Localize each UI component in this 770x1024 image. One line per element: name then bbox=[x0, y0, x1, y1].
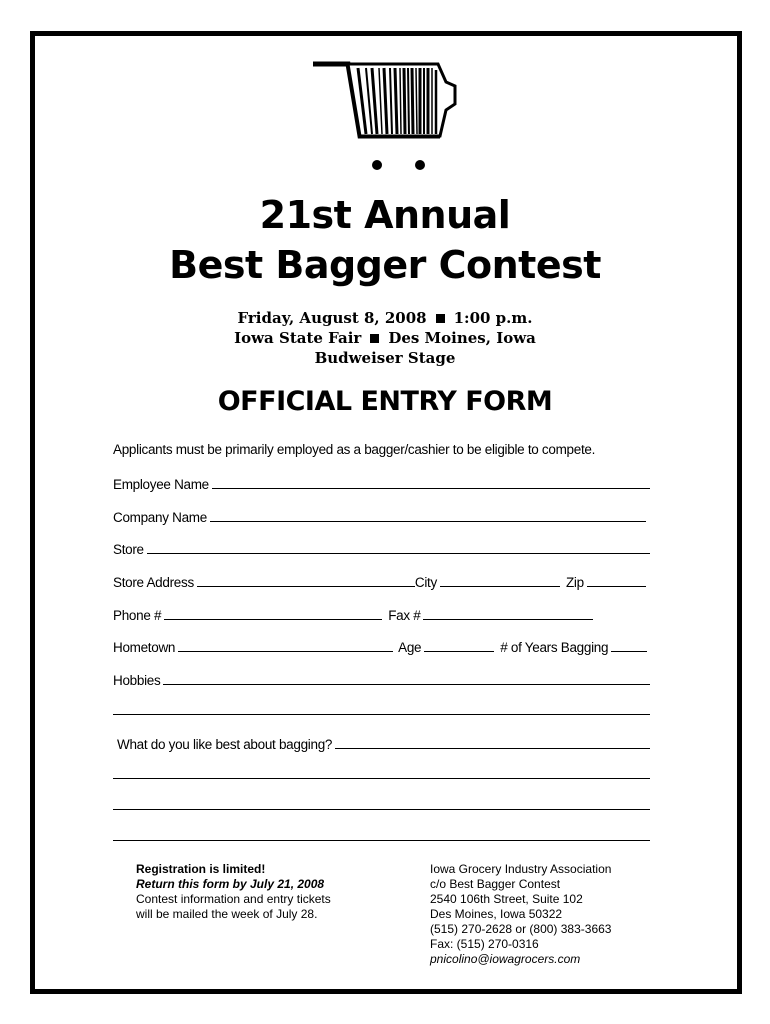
city-label: City bbox=[414, 575, 437, 590]
zip-label: Zip bbox=[565, 575, 584, 590]
org-name: Iowa Grocery Industry Association bbox=[430, 862, 612, 876]
event-date-time bbox=[0, 308, 770, 328]
city-field[interactable] bbox=[440, 586, 560, 587]
store-label: Store bbox=[113, 542, 144, 557]
answer-line[interactable] bbox=[113, 840, 650, 841]
square-bullet-icon bbox=[370, 334, 379, 343]
return-deadline: Return this form by July 21, 2008 bbox=[136, 877, 325, 891]
phone-field[interactable] bbox=[164, 619, 382, 620]
event-venue: Iowa State Fair bbox=[234, 329, 362, 347]
square-bullet-icon bbox=[436, 314, 445, 323]
ticket-info-line2: will be mailed the week of July 28. bbox=[136, 907, 318, 921]
eligibility-note: Applicants must be primarily employed as a bagger/cashier to be eligible to compete. bbox=[113, 442, 596, 457]
employee-name-label: Employee Name bbox=[113, 477, 209, 492]
company-name-label: Company Name bbox=[113, 510, 207, 525]
street-address: 2540 106th Street, Suite 102 bbox=[430, 892, 583, 906]
store-address-field[interactable] bbox=[197, 586, 415, 587]
question-field[interactable] bbox=[335, 748, 650, 749]
registration-notice bbox=[136, 862, 331, 922]
employee-name-row bbox=[113, 470, 650, 492]
event-location bbox=[0, 328, 770, 348]
hobbies-continuation-line[interactable] bbox=[113, 714, 650, 715]
question-label: What do you like best about bagging? bbox=[117, 737, 333, 752]
event-date: Friday, August 8, 2008 bbox=[237, 309, 427, 327]
ticket-info-line1: Contest information and entry tickets bbox=[136, 892, 331, 906]
phone-label: Phone # bbox=[113, 608, 162, 623]
hobbies-label: Hobbies bbox=[113, 673, 161, 688]
question-row bbox=[117, 730, 650, 752]
answer-line[interactable] bbox=[113, 809, 650, 810]
years-bagging-label: # of Years Bagging bbox=[500, 640, 609, 655]
contest-name-title: Best Bagger Contest bbox=[169, 243, 601, 287]
employee-name-field[interactable] bbox=[212, 488, 650, 489]
fax-label: Fax # bbox=[388, 608, 421, 623]
event-stage: Budweiser Stage bbox=[314, 349, 456, 367]
shopping-cart-barcode-icon bbox=[310, 60, 460, 175]
contest-year-title: 21st Annual bbox=[259, 193, 511, 237]
attention-line: c/o Best Bagger Contest bbox=[430, 877, 561, 891]
form-title: OFFICIAL ENTRY FORM bbox=[217, 386, 553, 417]
phone-numbers: (515) 270-2628 or (800) 383-3663 bbox=[430, 922, 612, 936]
store-address-label: Store Address bbox=[113, 575, 194, 590]
hobbies-field[interactable] bbox=[163, 684, 650, 685]
hometown-label: Hometown bbox=[113, 640, 176, 655]
mailing-address bbox=[430, 862, 611, 967]
fax-number: Fax: (515) 270-0316 bbox=[430, 937, 539, 951]
hometown-field[interactable] bbox=[178, 651, 393, 652]
city-state-zip: Des Moines, Iowa 50322 bbox=[430, 907, 563, 921]
age-field[interactable] bbox=[424, 651, 494, 652]
answer-line[interactable] bbox=[113, 778, 650, 779]
years-bagging-field[interactable] bbox=[611, 651, 647, 652]
event-time: 1:00 p.m. bbox=[453, 309, 533, 327]
phone-fax-row bbox=[113, 601, 593, 623]
hobbies-row bbox=[113, 666, 650, 688]
age-label: Age bbox=[398, 640, 422, 655]
store-row bbox=[113, 535, 650, 557]
hometown-row bbox=[113, 633, 647, 655]
company-name-field[interactable] bbox=[210, 521, 646, 522]
company-name-row bbox=[113, 503, 646, 525]
zip-field[interactable] bbox=[587, 586, 646, 587]
fax-field[interactable] bbox=[423, 619, 593, 620]
store-address-row bbox=[113, 568, 646, 590]
registration-limited: Registration is limited! bbox=[136, 862, 266, 876]
event-city: Des Moines, Iowa bbox=[388, 329, 536, 347]
store-field[interactable] bbox=[147, 553, 650, 554]
email-address[interactable]: pnicolino@iowagrocers.com bbox=[430, 952, 581, 966]
